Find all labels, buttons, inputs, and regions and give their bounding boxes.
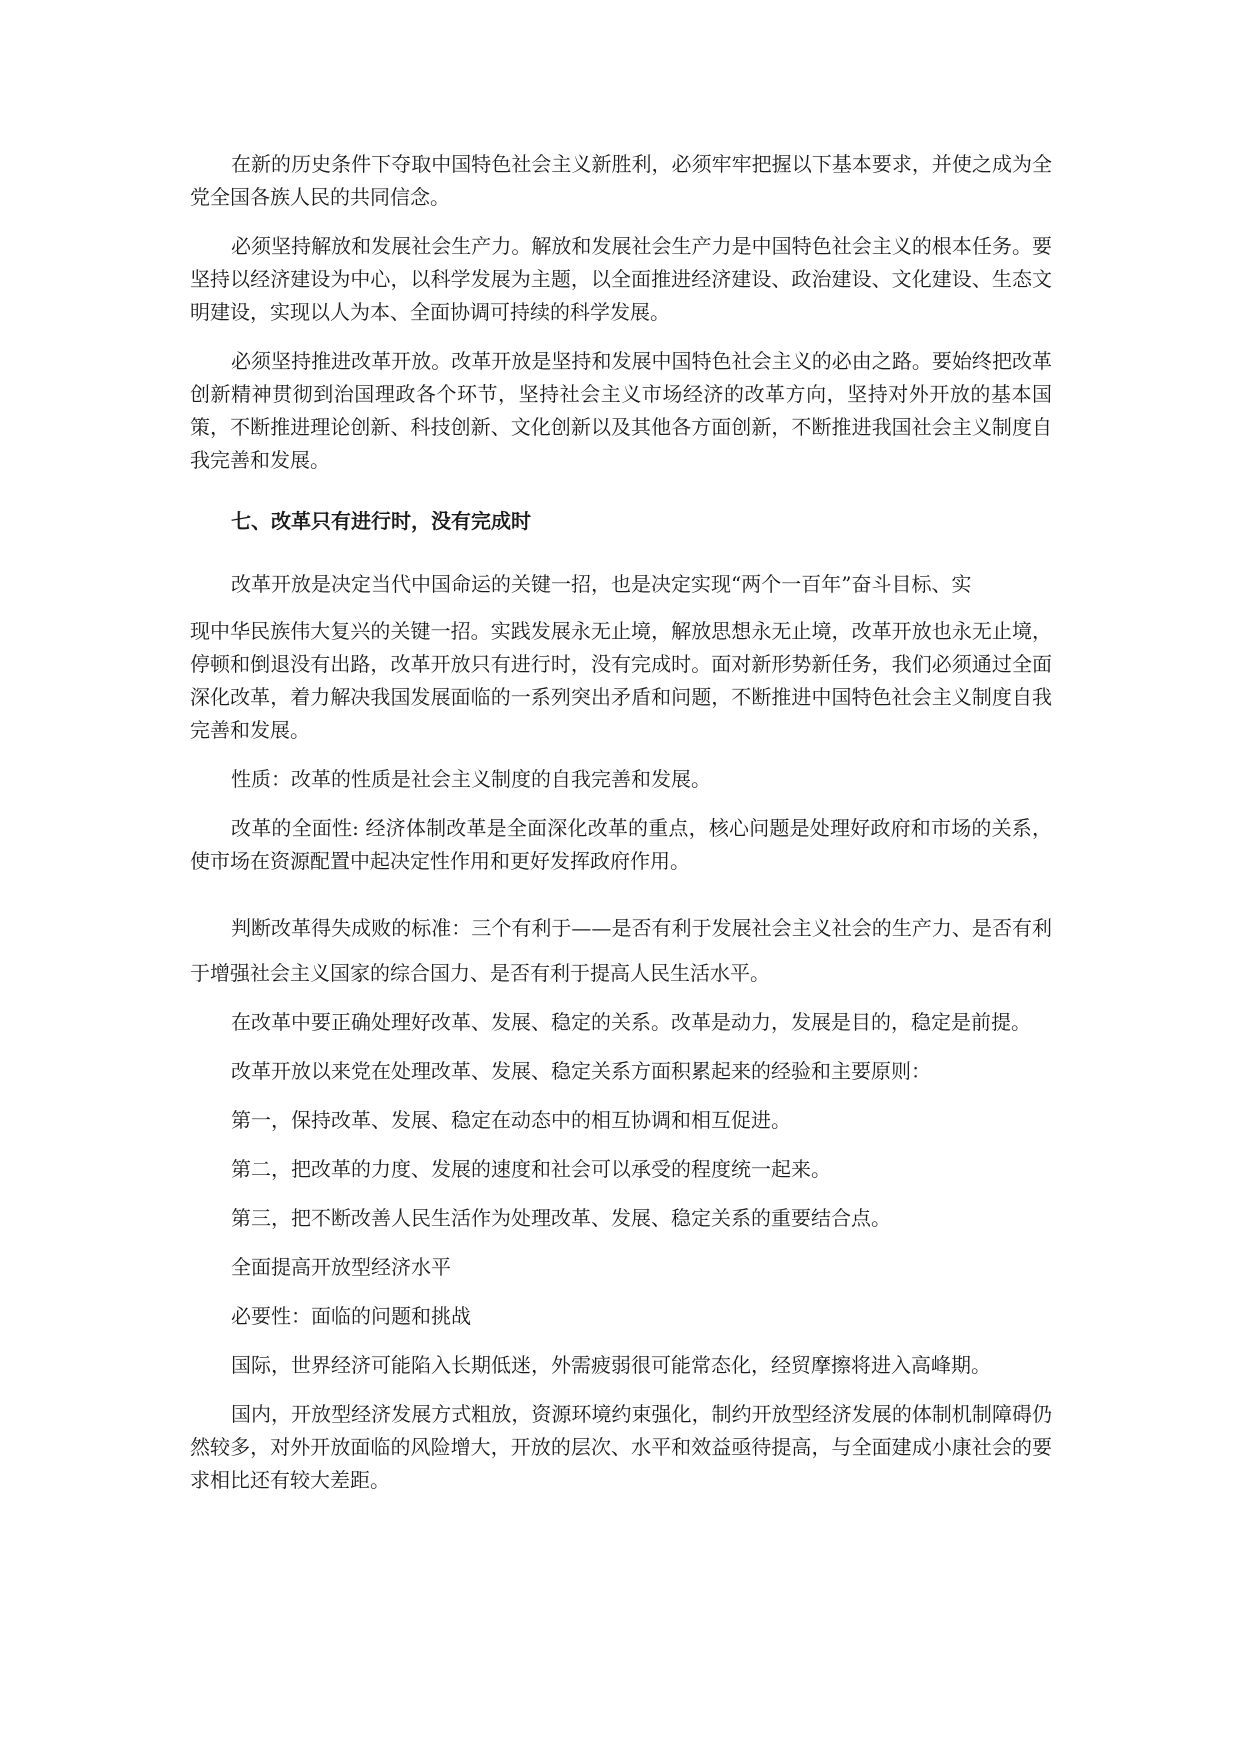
section-heading-seven: 七、改革只有进行时，没有完成时 xyxy=(231,509,531,533)
paragraph-reform-opening: 必须坚持推进改革开放。改革开放是坚持和发展中国特色社会主义的必由之路。要始终把改革创新精神贯彻到治国理政各个环节，坚持社会主义市场经济的改革方向，坚持对外开放的基本国策，不断推进理论创新、科技创新、文化创新以及其他各方面创新，不断推进我国社会主义制度自我完善和发展。 xyxy=(190,349,1052,472)
paragraph-necessity: 必要性：面临的问题和挑战 xyxy=(231,1304,471,1328)
document-body xyxy=(190,148,1052,1513)
paragraph-principle-second: 第二，把改革的力度、发展的速度和社会可以承受的程度统一起来。 xyxy=(231,1157,831,1181)
paragraph-key-move-continued: 现中华民族伟大复兴的关键一招。实践发展永无止境，解放思想永无止境，改革开放也永无止境，停顿和倒退没有出路，改革开放只有进行时，没有完成时。面对新形势新任务，我们必须通过全面深化改革，着力解决我国发展面临的一系列突出矛盾和问题，不断推进中国特色社会主义制度自我完善和发展。 xyxy=(190,619,1052,742)
paragraph-comprehensiveness: 改革的全面性: 经济体制改革是全面深化改革的重点，核心问题是处理好政府和市场的关系，使市场在资源配置中起决定性作用和更好发挥政府作用。 xyxy=(190,816,1052,873)
paragraph-principle-third: 第三，把不断改善人民生活作为处理改革、发展、稳定关系的重要结合点。 xyxy=(231,1206,891,1230)
paragraph-principle-first: 第一，保持改革、发展、稳定在动态中的相互协调和相互促进。 xyxy=(231,1108,791,1132)
paragraph-domestic: 国内，开放型经济发展方式粗放，资源环境约束强化，制约开放型经济发展的体制机制障碍仍然较多，对外开放面临的风险增大，开放的层次、水平和效益亟待提高，与全面建成小康社会的要求相比还有较大差距。 xyxy=(190,1402,1052,1492)
paragraph-experience-principles: 改革开放以来党在处理改革、发展、稳定关系方面积累起来的经验和主要原则： xyxy=(231,1059,931,1083)
paragraph-open-economy-title: 全面提高开放型经济水平 xyxy=(231,1255,451,1279)
paragraph-criteria: 判断改革得失成败的标准：三个有利于——是否有利于发展社会主义社会的生产力、是否有利于增强社会主义国家的综合国力、是否有利于提高人民生活水平。 xyxy=(190,916,1052,985)
paragraph-stability-relations: 在改革中要正确处理好改革、发展、稳定的关系。改革是动力，发展是目的，稳定是前提。 xyxy=(231,1010,1031,1034)
paragraph-basic-requirements: 在新的历史条件下夺取中国特色社会主义新胜利，必须牢牢把握以下基本要求，并使之成为全党全国各族人民的共同信念。 xyxy=(190,152,1052,209)
paragraph-key-move-line1: 改革开放是决定当代中国命运的关键一招，也是决定实现“两个一百年”奋斗目标、实 xyxy=(231,572,972,596)
paragraph-international: 国际，世界经济可能陷入长期低迷，外需疲弱很可能常态化，经贸摩擦将进入高峰期。 xyxy=(231,1353,991,1377)
paragraph-productive-forces: 必须坚持解放和发展社会生产力。解放和发展社会生产力是中国特色社会主义的根本任务。要坚持以经济建设为中心，以科学发展为主题，以全面推进经济建设、政治建设、文化建设、生态文明建设，实现以人为本、全面协调可持续的科学发展。 xyxy=(190,234,1052,324)
paragraph-nature: 性质：改革的性质是社会主义制度的自我完善和发展。 xyxy=(231,767,711,791)
